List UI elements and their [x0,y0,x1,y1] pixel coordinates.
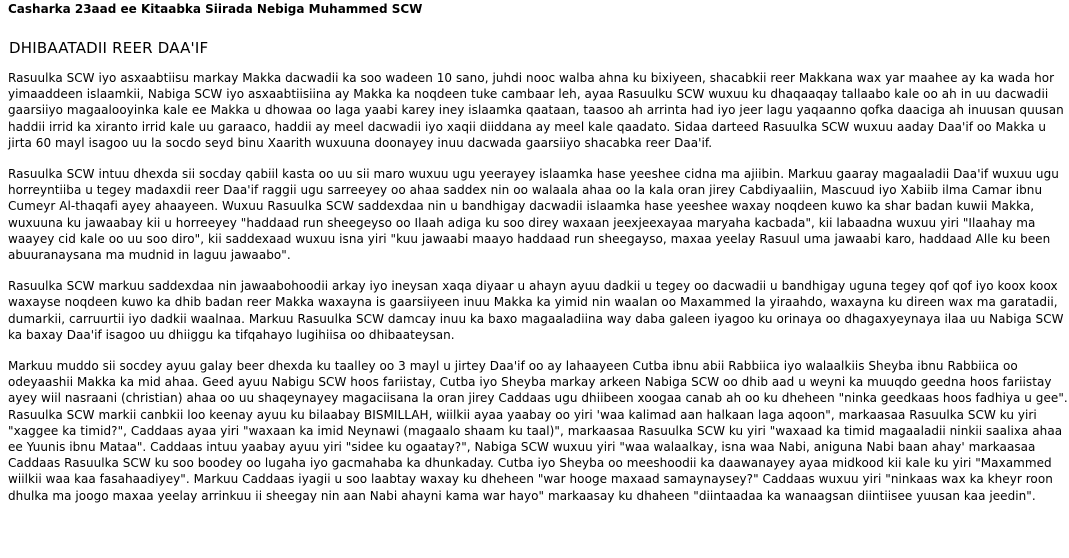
paragraph-4: Markuu muddo sii socdey ayuu galay beer dhexda ku taalley oo 3 mayl u jirtey Daa'if oo ay lahaayeen Cutba ibnu abii Rabbiica iyo walaalkiis Sheyba ibnu Rabbiica oo odeyaashii Makka ka mid ahaa. Geed ayuu Nabigu SCW hoos fariistay, Cutba iyo Sheyba markay arkeen Nabiga SCW oo dhib aad u weyni ka muuqdo geedna hoos fariistay ayey wiil nasraani (christian) ahaa oo uu shaqeynayey magaciisana la oran jirey Caddaas ugu dhiibeen xoogaa canab ah oo ku dheheen "ninka geedkaas hoos fadhiya u gee". Rasuulka SCW markii canbkii loo keenay ayuu ku bilaabay BISMILLAH, wiilkii ayaa yaabay oo yiri 'waa kalimad aan halkaan laga aqoon", markaasaa Rasuulka SCW ku yiri "xaggee ka timid?", Caddaas ayaa yiri "waxaan ka imid Neynawi (magaalo shaam ku taal)", markaasaa Rasuulka SCW ku yiri "waxaad ka timid magaaladii ninkii saalixa ahaa ee Yuunis ibnu Mataa". Caddaas intuu yaabay ayuu yiri "sidee ku ogaatay?", Nabiga SCW wuxuu yiri "waa walaalkay, isna waa Nabi, aniguna Nabi baan ahay' markaasaa Caddaas Rasuulka SCW ku soo boodey oo lugaha iyo gacmahaba ka dhunkaday. Cutba iyo Sheyba oo meeshoodii ka daawanayey ayaa midkood kii kale ku yiri "Maxammed wiilkii waa kaa fasahaadiyey". Markuu Caddaas iyagii u soo laabtay waxay ku dheheen "war hooge maxaad samaynaysey?" Caddaas wuxuu yiri "ninkaas wax ka kheyr roon dhulka ma joogo maxaa yeelay arrinkuu ii sheegay nin aan Nabi ahayni kama war hayo" markaasay ku dhaheen "diintaadaa ka wanaagsan diintiisee yuusan kaa jeedin". [8,359,1068,503]
article-body [8,70,1068,504]
paragraph-2: Rasuulka SCW intuu dhexda sii socday qabiil kasta oo uu sii maro wuxuu ugu yeerayey islaamka hase yeeshee cidna ma ajiibin. Markuu gaaray magaaladii Daa'if wuxuu ugu horreyntiiba u tegey madaxdii reer Daa'if raggii ugu sarreeyey oo ahaa saddex nin oo walaala ahaa oo la kala oran jirey Cabdiyaaliin, Mascuud iyo Xabiib ilma Camar ibnu Cumeyr Al-thaqafi ayey ahaayeen. Wuxuu Rasuulka SCW saddexdaa nin u bandhigay dacwadii islaamka hase yeeshee waxay noqdeen kuwo ka shar badan kuwii Makka, wuxuuna ku jawaabay kii u horreeyey "haddaad run sheegeyso oo Ilaah adiga ku soo direy waxaan jeexjeexayaa maryaha kacbada", kii labaadna wuxuu yiri "Ilaahay ma waayey cid kale oo uu soo diro", kii saddexaad wuxuu isna yiri "kuu jawaabi maayo haddaad run sheegayso, maxaa yeelay Rasuul uma jawaabi karo, haddaad Alle ku been abuuranaysana ma mudnid in laguu jawaabo". [8,167,1059,263]
section-heading: DHIBAATADII REER DAA'IF [9,39,209,57]
lesson-title: Casharka 23aad ee Kitaabka Siirada Nebiga Muhammed SCW [8,2,423,16]
document-page [0,1,1069,558]
paragraph-3: Rasuulka SCW markuu saddexdaa nin jawaabohoodii arkay iyo ineysan xaqa diyaar u ahayn ayuu dadkii u tegey oo dacwadii u bandhigay uguna tegey qof qof iyo koox koox waxayse noqdeen kuwo ka dhib badan reer Makka waxayna is gaarsiiyeen inuu Makka ka yimid nin waalan oo Maxammed la yiraahdo, waxayna ku direen wax ma garatadii, dumarkii, carruurtii iyo dadkii waalnaa. Markuu Rasuulka SCW damcay inuu ka baxo magaaladiina way daba galeen iyagoo ku orinaya oo dhagaxyeynaya ilaa uu Nabiga SCW ka baxay Daa'if isagoo uu dhiiggu ka tifqahayo lugihiisa oo dhibaateysan. [8,279,1064,342]
paragraph-1: Rasuulka SCW iyo asxaabtiisu markay Makka dacwadii ka soo wadeen 10 sano, juhdi nooc walba ahna ku bixiyeen, shacabkii reer Makkana wax yar maahee ay ka wada hor yimaaddeen islaamkii, Nabiga SCW iyo asxaabtiisiina ay Makka ka noqdeen tuke cambaar leh, ayaa Rasuulku SCW wuxuu ku dhaqaaqay tallaabo kale oo ah in uu dacwadii gaarsiiyo magaalooyinka kale ee Makka u dhowaa oo laga yaabi karey iney islaamka qaataan, taasoo ah arrinta had iyo jeer lagu yaqaanno qofka daaciga ah inuusan quusan haddii irrid ka xiranto irrid kale uu garaaco, haddii ay meel dacwadii iyo xaqii diiddana ay meel kale qaadato. Sidaa darteed Rasuulka SCW wuxuu aaday Daa'if oo Makka u jirta 60 mayl isagoo uu la socdo seyd binu Xaarith wuxuuna doonayey inuu dacwada gaarsiiyo shacabka reer Daa'if. [8,71,1064,150]
